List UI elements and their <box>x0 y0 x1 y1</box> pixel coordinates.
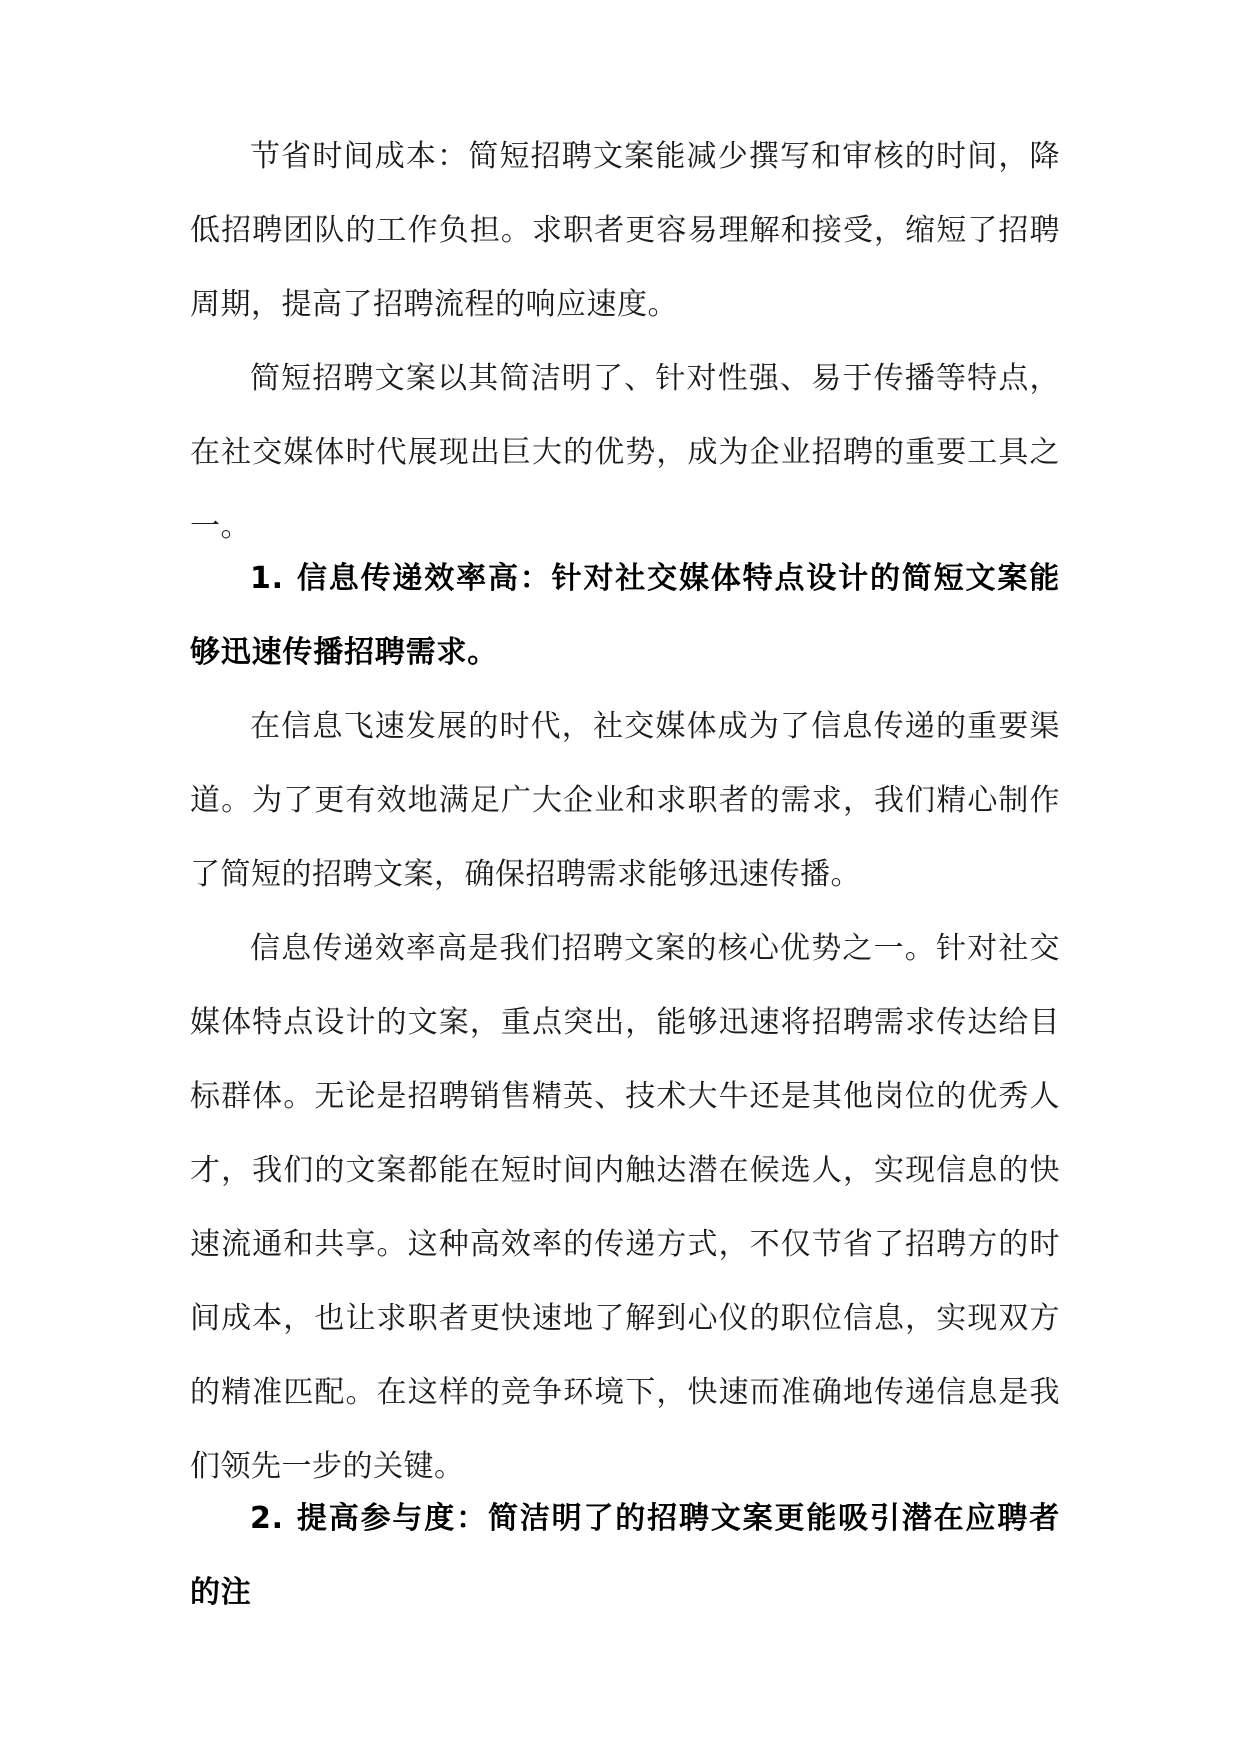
paragraph-social-media-channel: 在信息飞速发展的时代，社交媒体成为了信息传递的重要渠道。为了更有效地满足广大企业和求职者的需求，我们精心制作了简短的招聘文案，确保招聘需求能够迅速传播。 <box>190 709 1060 892</box>
section-heading-1-text: 信息传递效率高：针对社交媒体特点设计的简短文案能够迅速传播招聘需求。 <box>190 561 1060 670</box>
paragraph-summary: 简短招聘文案以其简洁明了、针对性强、易于传播等特点，在社交媒体时代展现出巨大的优势，成为企业招聘的重要工具之一。 <box>190 361 1060 544</box>
paragraph-save-time-cost: 节省时间成本：简短招聘文案能减少撰写和审核的时间，降低招聘团队的工作负担。求职者更容易理解和接受，缩短了招聘周期，提高了招聘流程的响应速度。 <box>190 139 1060 322</box>
section-heading-2-text: 提高参与度：简洁明了的招聘文案更能吸引潜在应聘者的注 <box>190 1501 1060 1610</box>
paragraph-efficiency-advantage: 信息传递效率高是我们招聘文案的核心优势之一。针对社交媒体特点设计的文案，重点突出，能够迅速将招聘需求传达给目标群体。无论是招聘销售精英、技术大牛还是其他岗位的优秀人才，我们的文案都能在短时间内触达潜在候选人，实现信息的快速流通和共享。这种高效率的传递方式，不仅节省了招聘方的时间成本，也让求职者更快速地了解到心仪的职位信息，实现双方的精准匹配。在这样的竞争环境下，快速而准确地传递信息是我们领先一步的关键。 <box>190 931 1060 1484</box>
section-heading-2-number: 2. <box>250 1501 284 1536</box>
section-heading-1 <box>190 542 1060 690</box>
section-heading-2 <box>190 1482 1060 1630</box>
section-heading-1-number: 1. <box>250 561 284 596</box>
